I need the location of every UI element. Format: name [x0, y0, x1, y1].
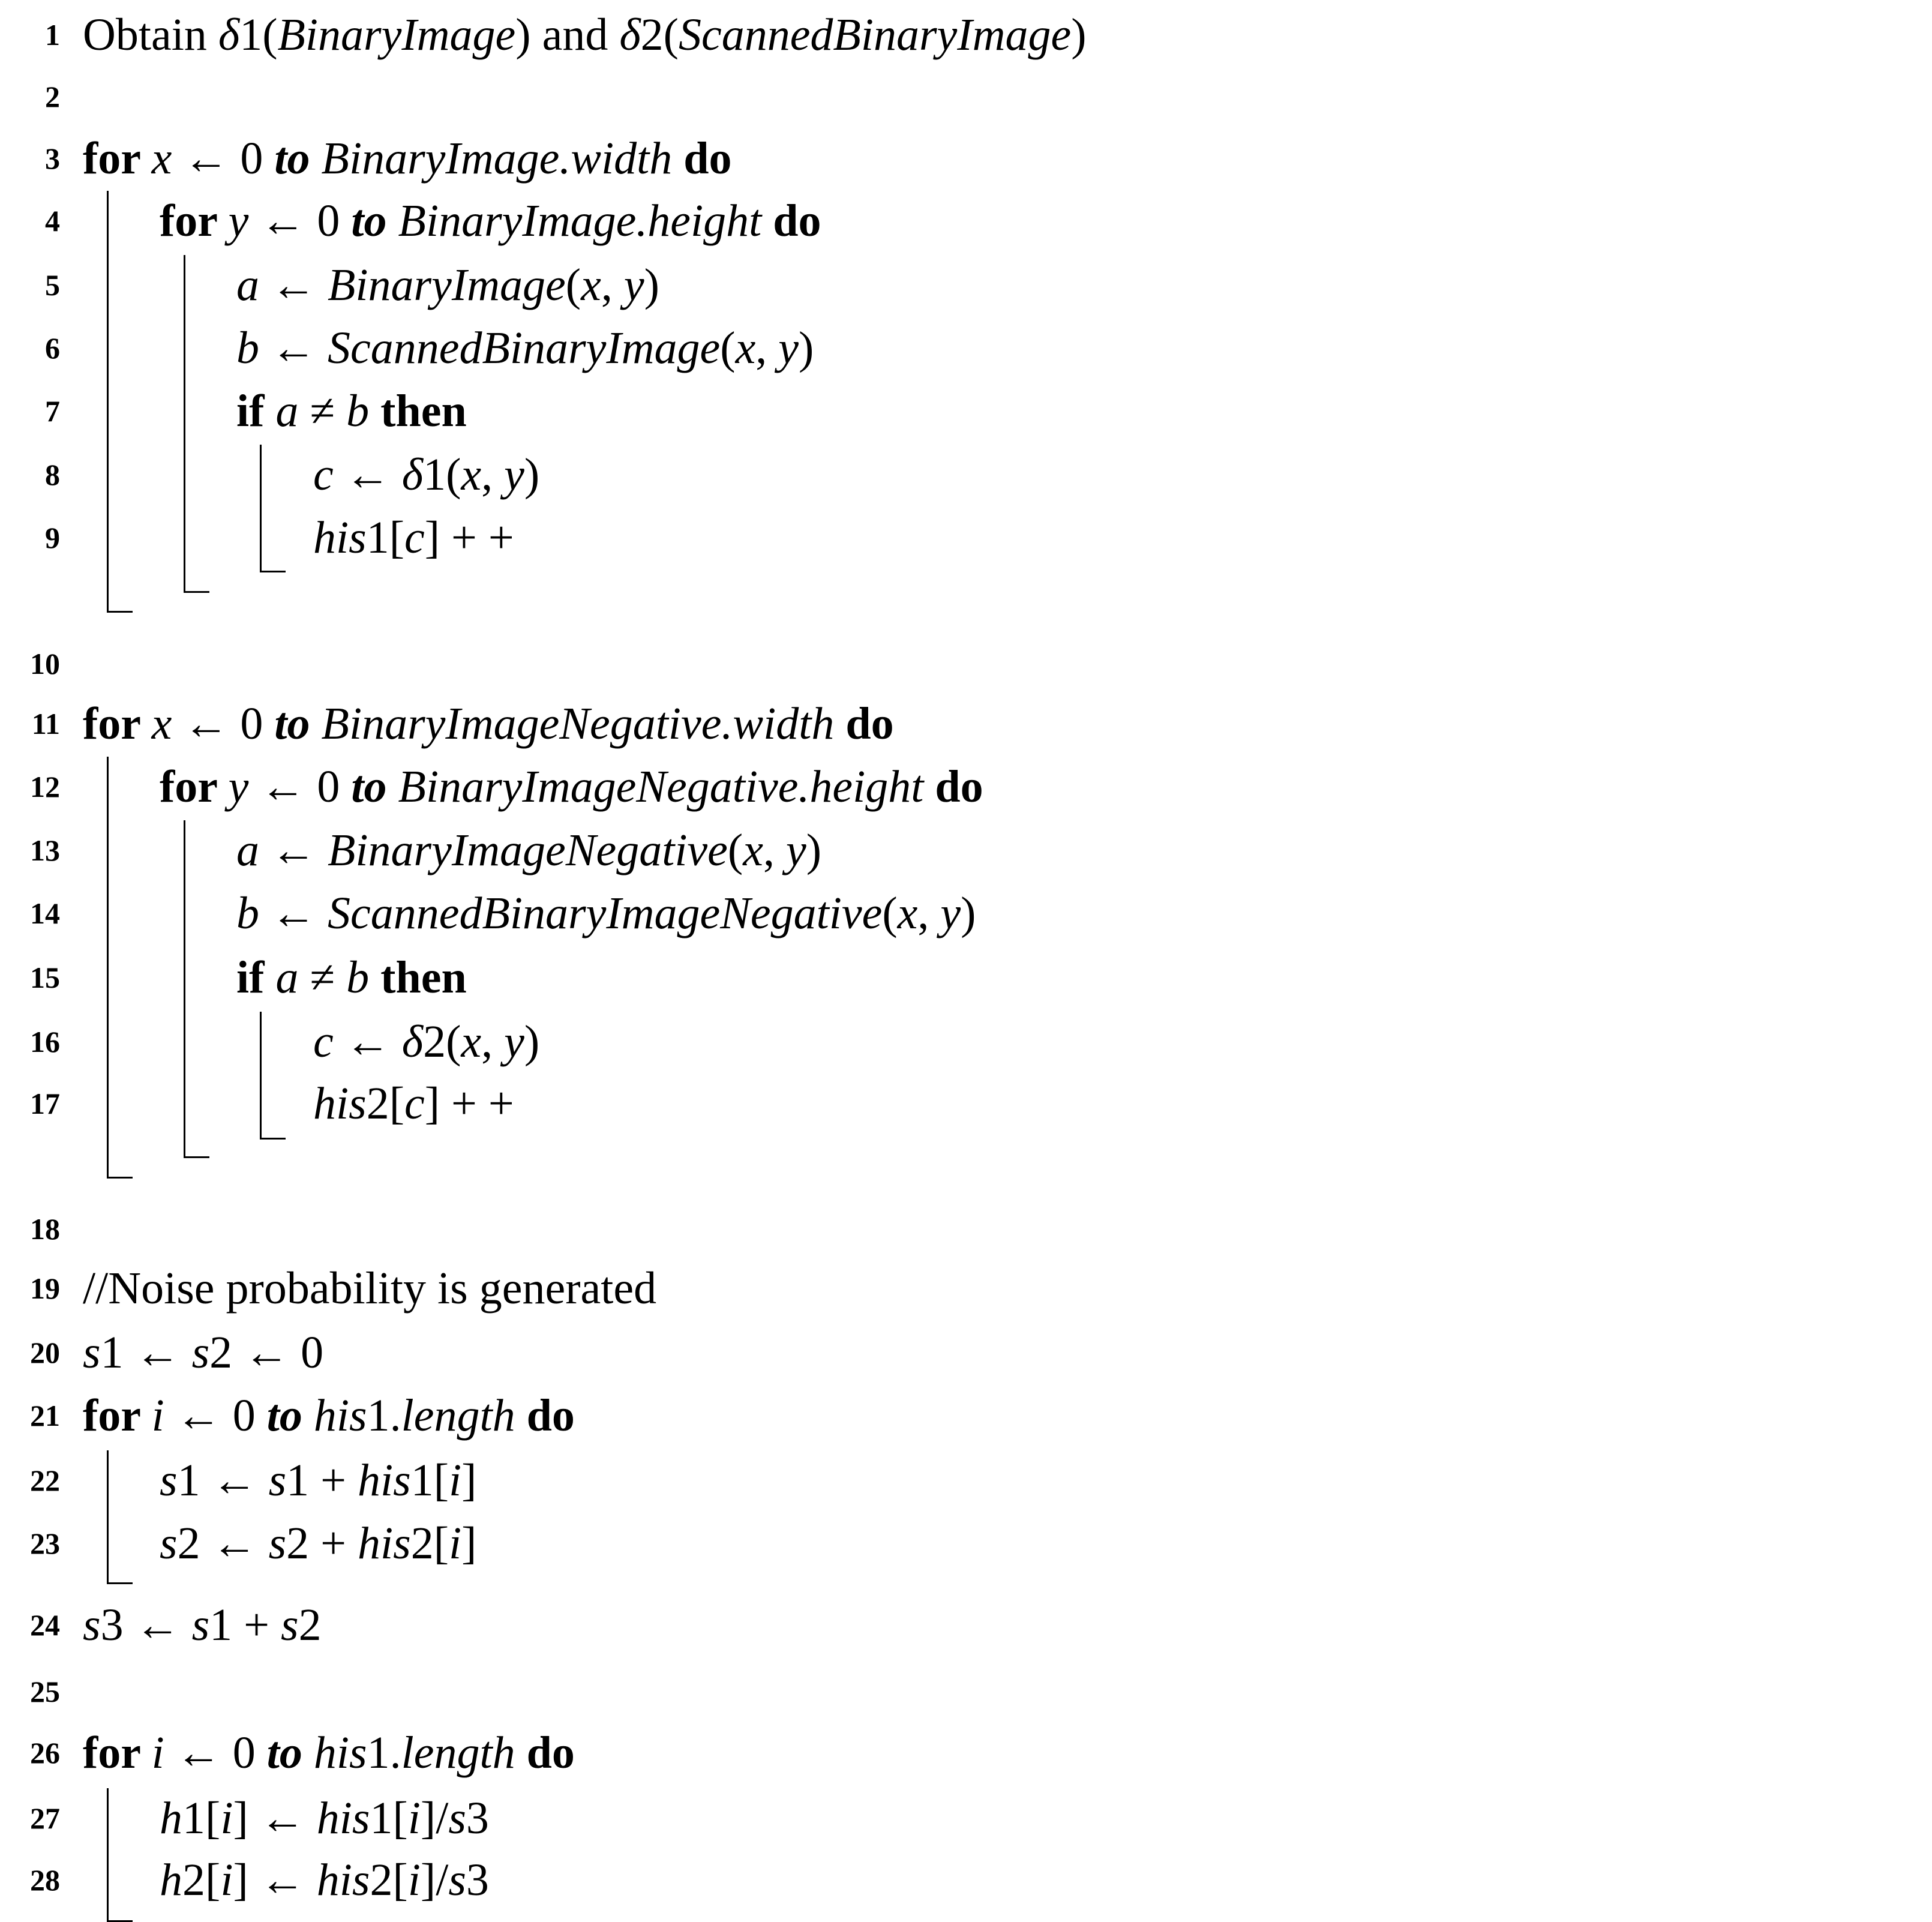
line-number: 14 [30, 896, 60, 930]
line-number: 8 [45, 458, 60, 491]
line-number: 12 [30, 770, 60, 803]
code-text: b ← ScannedBinaryImage(x, y) [236, 323, 814, 373]
code-text: s1 ← s2 ← 0 [83, 1327, 324, 1378]
line-number: 24 [30, 1608, 60, 1642]
line-number: 27 [30, 1801, 60, 1835]
line-number: 15 [30, 961, 60, 994]
code-text: h2[i] ← his2[i]/s3 [160, 1855, 489, 1905]
line-number: 3 [45, 142, 60, 175]
line-number: 7 [45, 394, 60, 428]
line-number: 4 [45, 204, 60, 238]
algorithm-line [0, 883, 1920, 943]
line-number: 9 [45, 521, 60, 554]
code-text: his1[c] + + [313, 512, 514, 563]
code-text: for i ← 0 to his1.length do [83, 1728, 575, 1778]
line-number: 5 [45, 268, 60, 302]
block-scope-bar [107, 1450, 133, 1584]
block-scope-bar [107, 191, 133, 613]
algorithm-line [0, 191, 1920, 251]
line-number: 16 [30, 1025, 60, 1059]
algorithm-line [0, 1850, 1920, 1910]
algorithm-line [0, 757, 1920, 817]
code-text: s3 ← s1 + s2 [83, 1600, 322, 1650]
line-number: 26 [30, 1736, 60, 1770]
line-number: 19 [30, 1272, 60, 1305]
algorithm-line [0, 634, 1920, 694]
algorithm-line [0, 1199, 1920, 1259]
algorithm-line [0, 1386, 1920, 1446]
algorithm-line [0, 820, 1920, 880]
code-text: s2 ← s2 + his2[i] [160, 1518, 477, 1569]
code-text: b ← ScannedBinaryImageNegative(x, y) [236, 888, 976, 938]
line-number: 18 [30, 1212, 60, 1246]
algorithm-line [0, 947, 1920, 1008]
algorithm-line [0, 1595, 1920, 1655]
code-text: c ← δ1(x, y) [313, 449, 540, 500]
algorithm-line [0, 694, 1920, 754]
algorithm-line [0, 255, 1920, 315]
algorithm-line [0, 318, 1920, 378]
code-text: c ← δ2(x, y) [313, 1017, 540, 1067]
line-number: 25 [30, 1675, 60, 1708]
block-scope-bar [184, 255, 209, 593]
line-number: 11 [31, 707, 60, 740]
block-scope-bar [107, 757, 133, 1179]
code-text: h1[i] ← his1[i]/s3 [160, 1793, 489, 1843]
code-text: for i ← 0 to his1.length do [83, 1390, 575, 1441]
algorithm-line [0, 1450, 1920, 1510]
algorithm-line [0, 1323, 1920, 1383]
line-number: 2 [45, 80, 60, 113]
line-number: 10 [30, 647, 60, 680]
line-number: 21 [30, 1399, 60, 1432]
block-scope-bar [260, 1012, 286, 1140]
block-scope-bar [260, 445, 286, 572]
algorithm-line [0, 5, 1920, 65]
line-number: 6 [45, 331, 60, 365]
code-text: //Noise probability is generated [83, 1263, 657, 1314]
code-text: Obtain δ1(BinaryImage) and δ2(ScannedBinaryImage) [83, 10, 1087, 60]
code-text: for y ← 0 to BinaryImage.height do [160, 196, 821, 246]
algorithm-line [0, 381, 1920, 441]
block-scope-bar [107, 1788, 133, 1922]
algorithm-line [0, 1012, 1920, 1072]
line-number: 20 [30, 1336, 60, 1369]
line-number: 22 [30, 1464, 60, 1497]
line-number: 28 [30, 1863, 60, 1897]
line-number: 1 [45, 18, 60, 52]
code-text: if a ≠ b then [236, 952, 467, 1003]
algorithm-line [0, 1723, 1920, 1783]
code-text: for y ← 0 to BinaryImageNegative.height do [160, 761, 983, 812]
code-text: a ← BinaryImageNegative(x, y) [236, 825, 821, 875]
algorithm-line [0, 1662, 1920, 1722]
algorithm-line [0, 128, 1920, 188]
line-number: 17 [30, 1087, 60, 1120]
algorithm-line [0, 508, 1920, 568]
code-text: a ← BinaryImage(x, y) [236, 260, 659, 310]
block-scope-bar [184, 820, 209, 1158]
algorithm-line [0, 1788, 1920, 1848]
code-text: for x ← 0 to BinaryImage.width do [83, 133, 732, 184]
code-text: if a ≠ b then [236, 386, 467, 436]
algorithm-line [0, 67, 1920, 127]
algorithm-line [0, 445, 1920, 505]
code-text: s1 ← s1 + his1[i] [160, 1455, 477, 1506]
line-number: 13 [30, 833, 60, 867]
algorithm-line [0, 1513, 1920, 1573]
algorithm-line [0, 1074, 1920, 1134]
code-text: for x ← 0 to BinaryImageNegative.width do [83, 698, 894, 749]
line-number: 23 [30, 1527, 60, 1560]
code-text: his2[c] + + [313, 1078, 514, 1129]
algorithm-line [0, 1258, 1920, 1318]
